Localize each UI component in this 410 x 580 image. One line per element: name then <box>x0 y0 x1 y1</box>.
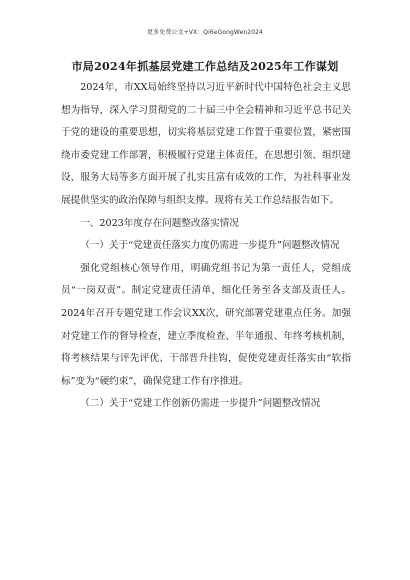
section-heading: 一、2023年度存在问题整改落实情况 <box>80 217 239 229</box>
subsection-heading: （一）关于“党建责任落实力度仍需进一步提升”问题整改情况 <box>80 240 340 252</box>
intro-paragraph: 2024年，市XX局始终坚持以习近平新时代中国特色社会主义思想为指导，深入学习贯彻党的二十届三中全会精神和习近平总书记关于党的建设的重要思想，切实将基层党建工作置于重要位置，紧密围绕市委党建工作部署，积极履行党建主体责任，在思想引领、组织建设、服务大局等多方面开展了扎实且富有成效的工作，为社科事业发展提供坚实的政治保障与组织支撑。现将有关工作总结报告如下。 <box>61 82 351 206</box>
body-paragraph: 强化党组核心领导作用，明确党组书记为第一责任人，党组成员“一岗双责”。制定党建责任清单，细化任务至各支部及责任人。2024年召开专题党建工作会议XX次，研究部署党建重点任务。加强对党建工作的督导检查，建立季度检查、半年通报、年终考核机制，将考核结果与评先评优、干部晋升挂钩，促使党建责任落实由“软指标”变为“硬约束”，确保党建工作有序推进。 <box>61 262 351 387</box>
header-note: 更多免费公文+VX：Qi6eGongWen2024 <box>147 29 263 36</box>
subsection-heading: （二）关于“党建工作创新仍需进一步提升”问题整改情况 <box>80 398 321 410</box>
document-body <box>61 77 351 416</box>
document-title: 市局2024年抓基层党建工作总结及2025年工作谋划 <box>71 60 339 73</box>
